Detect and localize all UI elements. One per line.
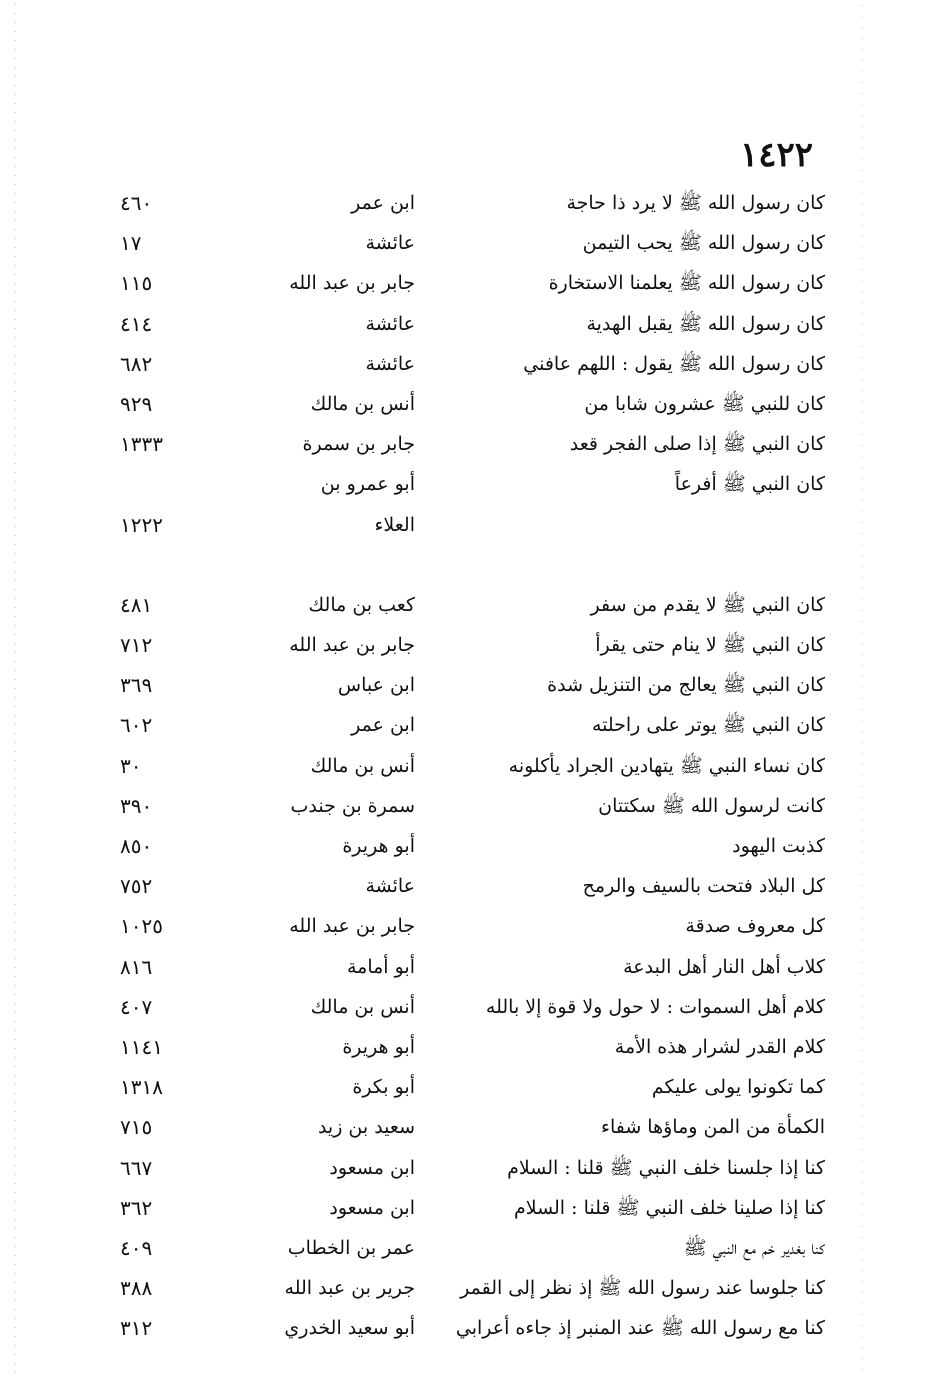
hadith-number: ١٣٣٣ [120, 432, 163, 457]
hadith-number: ٦٠٢ [120, 713, 153, 738]
narrator-name: ابن عمر [351, 714, 415, 737]
index-entry [120, 1027, 825, 1067]
index-entry [120, 1067, 825, 1107]
hadith-number: ٧١٥ [120, 1115, 153, 1140]
hadith-text: كان النبي ﷺ لا ينام حتى يقرأ [595, 634, 825, 657]
index-entry [120, 1107, 825, 1147]
hadith-text: كنا إذا صلينا خلف النبي ﷺ قلنا : السلام [513, 1196, 825, 1219]
narrator-name: جابر بن عبد الله [289, 915, 415, 938]
index-entry [120, 625, 825, 665]
narrator-name: عائشة [365, 232, 415, 255]
index-entry [120, 987, 825, 1027]
hadith-number: ٣٩٠ [120, 793, 153, 818]
narrator-name: جابر بن عبد الله [289, 272, 415, 295]
hadith-text: كنا جلوسا عند رسول الله ﷺ إذ نظر إلى القمر [460, 1277, 825, 1300]
hadith-number: ١٢٢٢ [120, 512, 163, 537]
hadith-text: كلاب أهل النار أهل البدعة [623, 955, 825, 978]
hadith-number: ١١٤١ [120, 1034, 163, 1059]
hadith-text: كذبت اليهود [732, 835, 825, 857]
hadith-number: ٣٠ [120, 753, 142, 778]
hadith-number: ٣٦٩ [120, 673, 153, 698]
narrator-name: عائشة [365, 875, 415, 898]
hadith-number: ٦٦٧ [120, 1155, 153, 1180]
hadith-text: كنا بغدير خم مع النبي ﷺ [683, 1236, 825, 1259]
narrator-name: ابن مسعود [329, 1196, 415, 1219]
hadith-number: ٤٠٩ [120, 1235, 153, 1260]
hadith-number: ١٧ [120, 231, 142, 256]
narrator-name: عائشة [365, 352, 415, 375]
index-entry [120, 263, 825, 303]
narrator-name: ابن عمر [351, 192, 415, 214]
index-entry [120, 906, 825, 946]
hadith-number: ٩٢٩ [120, 391, 153, 416]
hadith-text: كلام القدر لشرار هذه الأمة [614, 1035, 825, 1058]
narrator-name: العلاء [374, 513, 415, 536]
hadith-number: ١٣١٨ [120, 1075, 163, 1100]
page-number: ١٤٢٢ [739, 135, 813, 175]
index-entry [120, 1188, 825, 1228]
narrator-name: كعب بن مالك [308, 593, 415, 616]
hadith-text: كان النبي ﷺ لا يقدم من سفر [590, 593, 825, 616]
hadith-text: كان رسول الله ﷺ يعلمنا الاستخارة [548, 272, 825, 295]
narrator-name: ابن عباس [337, 674, 415, 697]
narrator-name: أبو بكرة [352, 1076, 415, 1099]
index-entry [120, 304, 825, 344]
hadith-number: ١٠٢٥ [120, 914, 163, 939]
hadith-number: ٤٦٠ [120, 191, 153, 215]
index-entry [120, 183, 825, 223]
narrator-name: ابن مسعود [329, 1156, 415, 1179]
narrator-name: جابر بن عبد الله [289, 634, 415, 657]
index-entry [120, 585, 825, 625]
hadith-text: كان رسول الله ﷺ يقبل الهدية [586, 312, 825, 335]
index-entry [120, 1148, 825, 1188]
hadith-text: كان النبي ﷺ أفرعاً [674, 473, 825, 496]
hadith-number: ٧٥٢ [120, 874, 153, 899]
index-entry [120, 505, 825, 545]
narrator-name: أنس بن مالك [310, 995, 415, 1018]
hadith-text: كل معروف صدقة [685, 915, 825, 938]
hadith-text: كان رسول الله ﷺ لا يرد ذا حاجة [566, 192, 825, 214]
hadith-text: كان رسول الله ﷺ يحب التيمن [582, 232, 825, 255]
index-entry [120, 384, 825, 424]
narrator-name: سعيد بن زيد [317, 1116, 415, 1139]
hadith-text: كنا مع رسول الله ﷺ عند المنبر إذ جاءه أعرابي [455, 1317, 825, 1340]
index-entry [120, 826, 825, 866]
hadith-number: ٤٠٧ [120, 994, 153, 1019]
narrator-name: جابر بن سمرة [302, 433, 415, 456]
narrator-name: عمر بن الخطاب [287, 1236, 415, 1259]
scan-edge-artifact [861, 0, 863, 1376]
narrator-name: أبو أمامة [346, 955, 415, 978]
hadith-text: كنا إذا جلسنا خلف النبي ﷺ قلنا : السلام [507, 1156, 825, 1179]
hadith-text: كما تكونوا يولى عليكم [651, 1076, 825, 1099]
index-entry [120, 545, 825, 585]
hadith-index-list [120, 183, 825, 1348]
scan-edge-artifact [14, 0, 16, 1376]
hadith-text: كان النبي ﷺ إذا صلى الفجر قعد [569, 433, 825, 456]
index-entry [120, 866, 825, 906]
hadith-number: ٨١٦ [120, 954, 153, 979]
narrator-name: عائشة [365, 312, 415, 335]
hadith-text: كان للنبي ﷺ عشرون شابا من [584, 392, 825, 415]
hadith-number: ٣٨٨ [120, 1276, 153, 1301]
index-entry [120, 223, 825, 263]
index-entry [120, 464, 825, 504]
index-entry [120, 746, 825, 786]
hadith-number: ٣٦٢ [120, 1195, 153, 1220]
hadith-text: كان النبي ﷺ يوتر على راحلته [591, 714, 825, 737]
narrator-name: أنس بن مالك [310, 392, 415, 415]
hadith-number: ٧١٢ [120, 633, 153, 658]
hadith-text: كانت لرسول الله ﷺ سكتتان [598, 794, 825, 817]
hadith-number: ٣١٢ [120, 1316, 153, 1341]
hadith-text: كان نساء النبي ﷺ يتهادين الجراد يأكلونه [508, 754, 825, 777]
narrator-name: أبو هريرة [342, 835, 415, 857]
hadith-number: ٦٨٢ [120, 351, 153, 376]
index-entry [120, 1308, 825, 1348]
hadith-text: كل البلاد فتحت بالسيف والرمح [582, 875, 825, 898]
narrator-name: سمرة بن جندب [290, 794, 415, 817]
hadith-text: الكمأة من المن وماؤها شفاء [601, 1116, 825, 1139]
index-entry [120, 1268, 825, 1308]
hadith-number: ٨٥٠ [120, 834, 153, 858]
index-entry [120, 344, 825, 384]
index-entry [120, 1228, 825, 1268]
narrator-name: جرير بن عبد الله [284, 1277, 415, 1300]
narrator-name: أنس بن مالك [310, 754, 415, 777]
hadith-text: كان النبي ﷺ يعالج من التنزيل شدة [547, 674, 825, 697]
index-entry [120, 424, 825, 464]
index-entry [120, 947, 825, 987]
index-entry [120, 786, 825, 826]
hadith-text: كلام أهل السموات : لا حول ولا قوة إلا بالله [485, 995, 825, 1018]
narrator-name: أبو سعيد الخدري [284, 1317, 415, 1340]
narrator-name: أبو عمرو بن [320, 473, 415, 496]
index-entry [120, 705, 825, 745]
hadith-number: ١١٥ [120, 271, 153, 296]
hadith-number: ٤٨١ [120, 592, 153, 617]
hadith-text: كان رسول الله ﷺ يقول : اللهم عافني [523, 352, 825, 375]
hadith-number: ٤١٤ [120, 311, 153, 336]
narrator-name: أبو هريرة [342, 1035, 415, 1058]
index-entry [120, 665, 825, 705]
